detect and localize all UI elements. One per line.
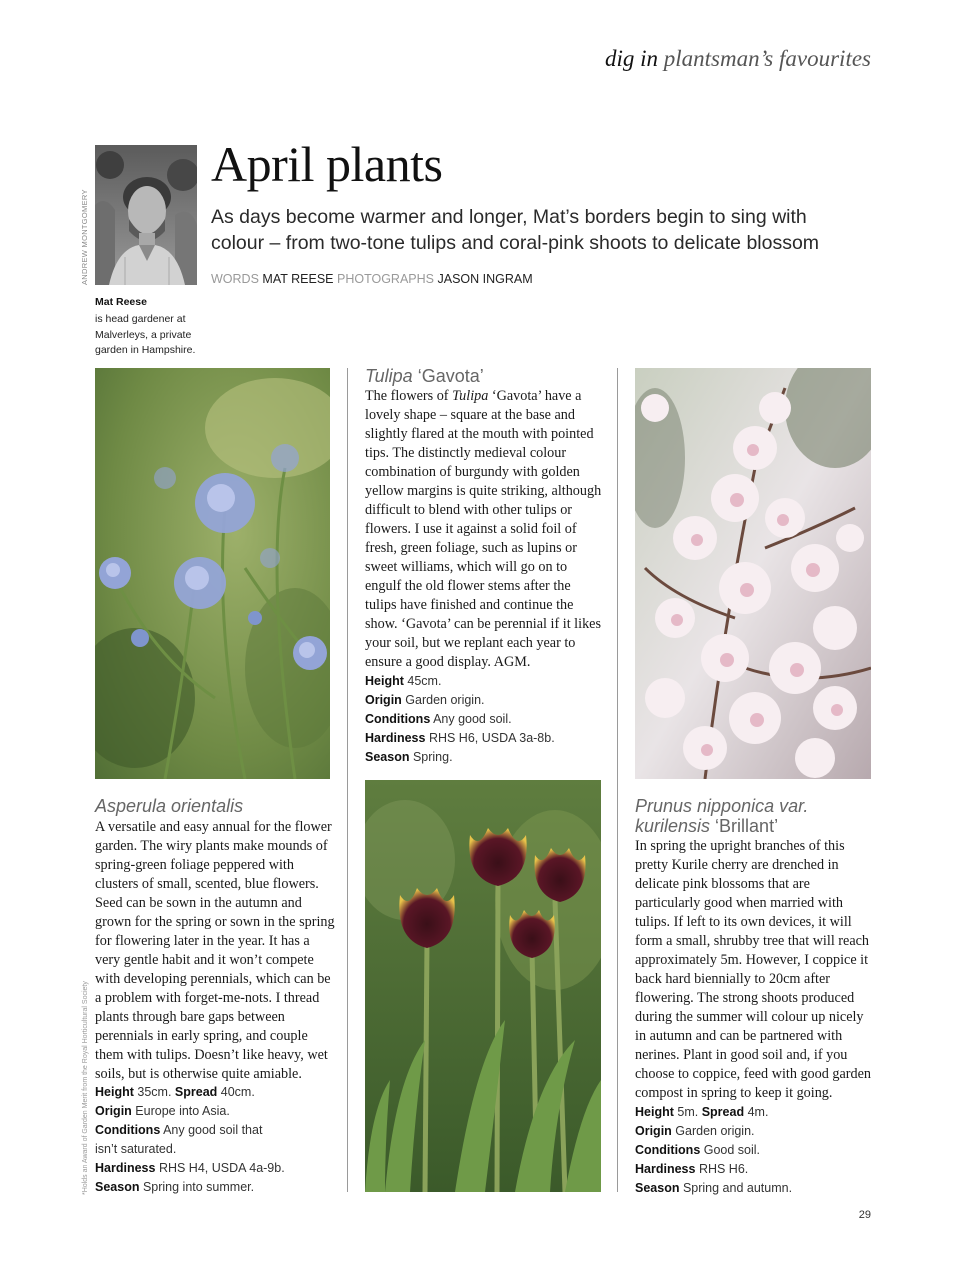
- tulipa-description-italic: Tulipa: [452, 388, 489, 404]
- fact-label: Height: [365, 674, 404, 688]
- prunus-photo: [635, 368, 871, 779]
- prunus-facts: [635, 1103, 875, 1198]
- tulipa-description-start: The flowers of: [365, 388, 453, 404]
- fact-label: Season: [635, 1181, 680, 1195]
- tulipa-height: 45cm.: [407, 674, 442, 688]
- tulipa-name: [365, 366, 484, 386]
- section-name: dig in: [604, 46, 659, 71]
- portrait-photo-credit: ANDREW MONTGOMERY: [80, 189, 89, 285]
- photographs-label: PHOTOGRAPHS: [336, 272, 434, 286]
- fact-label: Spread: [701, 1105, 745, 1119]
- fact-label: Height: [635, 1105, 674, 1119]
- fact-label: Season: [95, 1180, 140, 1194]
- asperula-name: Asperula orientalis: [95, 796, 244, 816]
- prunus-conditions: Good soil.: [703, 1143, 761, 1157]
- author-name: Mat Reese: [95, 296, 147, 308]
- fact-label: Conditions: [365, 712, 431, 726]
- asperula-photo: [95, 368, 330, 779]
- asperula-height: 35cm.: [137, 1085, 172, 1099]
- column-divider-right: [617, 368, 618, 1192]
- fact-label: Hardiness: [635, 1162, 696, 1176]
- prunus-spread: 4m.: [747, 1105, 769, 1119]
- fact-label: Spread: [174, 1085, 218, 1099]
- asperula-spread: 40cm.: [220, 1085, 255, 1099]
- asperula-origin: Europe into Asia.: [135, 1104, 230, 1118]
- tulipa-genus: Tulipa: [365, 366, 413, 386]
- prunus-cultivar: ‘Brillant’: [715, 816, 779, 836]
- tulipa-origin: Garden origin.: [405, 693, 485, 707]
- article-standfirst: As days become warmer and longer, Mat’s borders begin to sing with colour – from two-tone tulips and coral-pink shoots to delicate blossom: [211, 206, 820, 254]
- column-divider-left: [347, 368, 348, 1192]
- tulipa-description-rest: ‘Gavota’ have a lovely shape – square at the base and slightly flared at the mouth with pointed tips. The distinctly medieval colour combination of burgundy with golden yellow margins is quite striking, although difficult to blend with other tulips or flowers. I use it against a solid foil of fresh, green foliage, such as lupins or sweet williams, which will go on to engulf the old flower stems after the tulips have finished and continue the show. ‘Gavota’ can be perennial if it likes your soil, but we replant each year to ensure a good display. AGM.: [365, 388, 602, 670]
- prunus-description: In spring the upright branches of this pretty Kurile cherry are drenched in delicate pink blossoms that are particularly good when married with tulips. If left to its own devices, it will form a small, shrubby tree that will reach approximately 5m. However, I coppice it back hard biennially to 20cm after flowering. The strong shoots produced during the summer will colour up nicely in autumn and can be partnered with nerines. Plant in good soil and, if you choose to coppice, feed with good garden compost in spring to keep it going.: [635, 838, 871, 1101]
- fact-label: Origin: [635, 1124, 672, 1138]
- asperula-description: A versatile and easy annual for the flower garden. The wiry plants make mounds of spring-green foliage peppered with clusters of small, scented, blue flowers. Seed can be sown in the autumn and grown for the spring or sown in the spring for flowering later in the year. It has a very gentle habit and it won’t compete with developing perennials, which can be a problem with forget-me-nots. I thread plants through bare gaps between perennials in early spring, and couple them with tulips. Doesn’t like heavy, wet soils, but is otherwise quite amiable.: [95, 819, 335, 1082]
- author-bio: is head gardener at Malverleys, a private garden in Hampshire.: [95, 313, 196, 356]
- fact-label: Height: [95, 1085, 134, 1099]
- tulipa-season: Spring.: [412, 750, 453, 764]
- tulipa-photo: [365, 780, 601, 1192]
- prunus-species: Prunus nipponica var. kurilensis: [635, 796, 809, 836]
- article-title: April plants: [211, 136, 443, 192]
- fact-label: Season: [365, 750, 410, 764]
- page-number: 29: [858, 1209, 871, 1221]
- asperula-conditions: Any good soil that isn’t saturated.: [95, 1123, 263, 1156]
- fact-label: Conditions: [635, 1143, 701, 1157]
- section-label: [605, 46, 871, 72]
- fact-label: Hardiness: [365, 731, 426, 745]
- tulipa-conditions: Any good soil.: [433, 712, 512, 726]
- rhs-footnote: *Holds an Award of Garden Merit from the Royal Horticultural Society: [82, 981, 89, 1195]
- prunus-name: [635, 796, 865, 836]
- words-author: MAT REESE: [262, 272, 334, 286]
- tulipa-cultivar: ‘Gavota’: [417, 366, 484, 386]
- fact-label: Origin: [365, 693, 402, 707]
- tulipa-description: [365, 387, 603, 672]
- author-portrait: [95, 145, 197, 285]
- fact-label: Conditions: [95, 1123, 161, 1137]
- prunus-season: Spring and autumn.: [682, 1181, 793, 1195]
- prunus-height: 5m.: [677, 1105, 699, 1119]
- words-label: WORDS: [211, 272, 259, 286]
- asperula-season: Spring into summer.: [142, 1180, 255, 1194]
- asperula-facts: [95, 1083, 335, 1197]
- fact-label: Origin: [95, 1104, 132, 1118]
- prunus-hardiness: RHS H6.: [698, 1162, 749, 1176]
- tulipa-facts: [365, 672, 605, 767]
- tulipa-hardiness: RHS H6, USDA 3a-8b.: [428, 731, 555, 745]
- section-subtitle: plantsman’s favourites: [663, 46, 871, 71]
- photographer: JASON INGRAM: [437, 272, 533, 286]
- asperula-hardiness: RHS H4, USDA 4a-9b.: [158, 1161, 285, 1175]
- prunus-origin: Garden origin.: [675, 1124, 755, 1138]
- fact-label: Hardiness: [95, 1161, 156, 1175]
- byline: [211, 272, 533, 286]
